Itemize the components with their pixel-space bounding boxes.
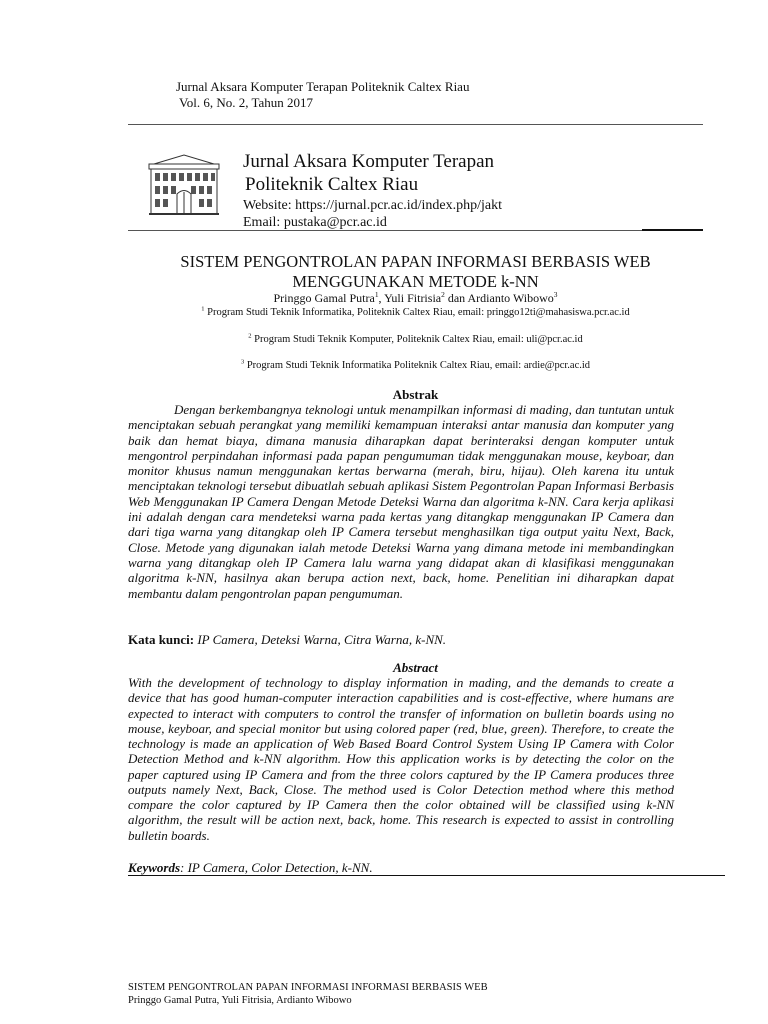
author-separator: dan xyxy=(444,291,468,305)
paper-title xyxy=(128,252,703,292)
kata-kunci-label: Kata kunci: xyxy=(128,632,195,647)
footer-title: SISTEM PENGONTROLAN PAPAN INFORMASI INFORMASI BERBASIS WEB xyxy=(128,982,488,993)
author-list xyxy=(128,291,703,305)
kata-kunci-values: IP Camera, Deteksi Warna, Citra Warna, k-NN. xyxy=(197,632,447,647)
affiliation-text: Program Studi Teknik Informatika Politeknik Caltex Riau, email: ardie@pcr.ac.id xyxy=(246,360,591,371)
masthead-email[interactable]: Email: pustaka@pcr.ac.id xyxy=(243,215,387,230)
author-affiliation-mark: 1 xyxy=(374,290,379,299)
paper-title-line1: SISTEM PENGONTROLAN PAPAN INFORMASI BERBASIS WEB xyxy=(180,252,651,271)
keywords-divider xyxy=(128,875,725,876)
building-logo-icon xyxy=(146,152,222,216)
abstrak-heading: Abstrak xyxy=(392,387,439,402)
masthead-institution: Politeknik Caltex Riau xyxy=(245,174,419,195)
affiliation-text: Program Studi Teknik Komputer, Politeknik Caltex Riau, email: uli@pcr.ac.id xyxy=(254,334,583,345)
paper-title-line2: MENGGUNAKAN METODE k-NN xyxy=(292,272,539,291)
affiliation-2 xyxy=(128,333,703,346)
affiliation-mark: 2 xyxy=(248,332,252,340)
keywords-label: Keywords xyxy=(128,860,180,875)
author-affiliation-mark: 2 xyxy=(441,290,445,299)
abstrak-text: Dengan berkembangnya teknologi untuk menampilkan informasi di mading, dan tuntutan untuk menciptakan sebuah perangkat yang memiliki kemampuan interaksi antar manusia dan komputer yang baik dan hemat biaya, dimana manusia diharapkan dapat berinteraksi dengan komputer untuk mengontrol perpindahan informasi pada papan pengumuman tidak menggunakan mouse, keyboar, dan monitor khusus namun menggunakan kertas berwarna (merah, biru, hijau). Oleh karena itu untuk menciptakan teknologi tersebut dibuatlah sebuah aplikasi Sistem Pegontrolan Papan Informasi Berbasis Web Menggunakan IP Camera Dengan Metode Deteksi Warna dan algoritma k-NN. Cara kerja aplikasi ini adalah dengan cara mendeteksi warna pada kertas yang ditangkap menggunakan IP Camera dan dari tiga warna yang ditangkap oleh IP Camera tersebut menghasilkan tiga output yaitu Next, Back, Close. Metode yang digunakan ialah metode Deteksi Warna yang dimana metode ini membandingkan warna yang ditangkap oleh IP Camera lalu warna yang didapat akan di klasifikasi menggunakan algoritma k-NN, hasilnya akan berupa action next, back, home. Penelitian ini diharapkan dapat membantu dalam pengontrolan papan pengumuman. xyxy=(128,402,674,601)
author-name: Yuli Fitrisia xyxy=(384,291,442,305)
footer-authors: Pringgo Gamal Putra, Yuli Fitrisia, Ardianto Wibowo xyxy=(128,995,352,1006)
author-affiliation-mark: 3 xyxy=(553,290,558,299)
affiliation-text: Program Studi Teknik Informatika, Politeknik Caltex Riau, email: pringgo12ti@mahasiswa.pcr.ac.id xyxy=(207,307,630,318)
abstract-heading: Abstract xyxy=(393,660,438,675)
journal-header-volume: Vol. 6, No. 2, Tahun 2017 xyxy=(179,95,314,110)
keywords xyxy=(128,860,373,876)
masthead-divider-accent xyxy=(642,229,703,231)
kata-kunci xyxy=(128,632,446,648)
affiliation-3 xyxy=(128,359,703,372)
abstrak-body xyxy=(128,402,674,601)
masthead-title: Jurnal Aksara Komputer Terapan xyxy=(243,151,495,172)
author-separator: , xyxy=(378,291,385,305)
author-name: Ardianto Wibowo xyxy=(467,291,554,305)
masthead-divider xyxy=(128,230,703,231)
keywords-values: : IP Camera, Color Detection, k-NN. xyxy=(180,860,373,875)
author-name: Pringgo Gamal Putra xyxy=(273,291,375,305)
journal-masthead xyxy=(243,150,502,231)
journal-running-header xyxy=(176,79,469,111)
affiliation-1 xyxy=(128,306,703,319)
affiliation-mark: 3 xyxy=(240,358,245,366)
abstract-body: With the development of technology to display information in mading, and the demands to create a device that has good human-computer interaction capabilities and is cost-effective, where humans are expected to interact with computers to control the transfer of information on bulletin boards using no mouse, keyboar, and special monitor but using colored paper (red, blue, green). Therefore, to create the technology is made an application of Web Based Board Control System Using IP Camera with Color Detection Method and k-NN algorithm. How this application works is by detecting the color on the paper captured using IP Camera and from the three colors captured by the IP Camera produces three outputs namely Next, Back, Close. The method used is Color Detection method where this method compare the color captured by IP Camera then the color obtained will be classified using k-NN algorithm, the result will be action next, back, home. This research is expected to assist in controlling bulletin boards. xyxy=(128,675,674,843)
affiliation-mark: 1 xyxy=(201,305,205,313)
masthead-website[interactable]: Website: https://jurnal.pcr.ac.id/index.php/jakt xyxy=(243,198,502,213)
page-footer xyxy=(128,981,488,1007)
journal-header-name: Jurnal Aksara Komputer Terapan Politeknik Caltex Riau xyxy=(176,79,470,94)
header-divider xyxy=(128,124,703,125)
